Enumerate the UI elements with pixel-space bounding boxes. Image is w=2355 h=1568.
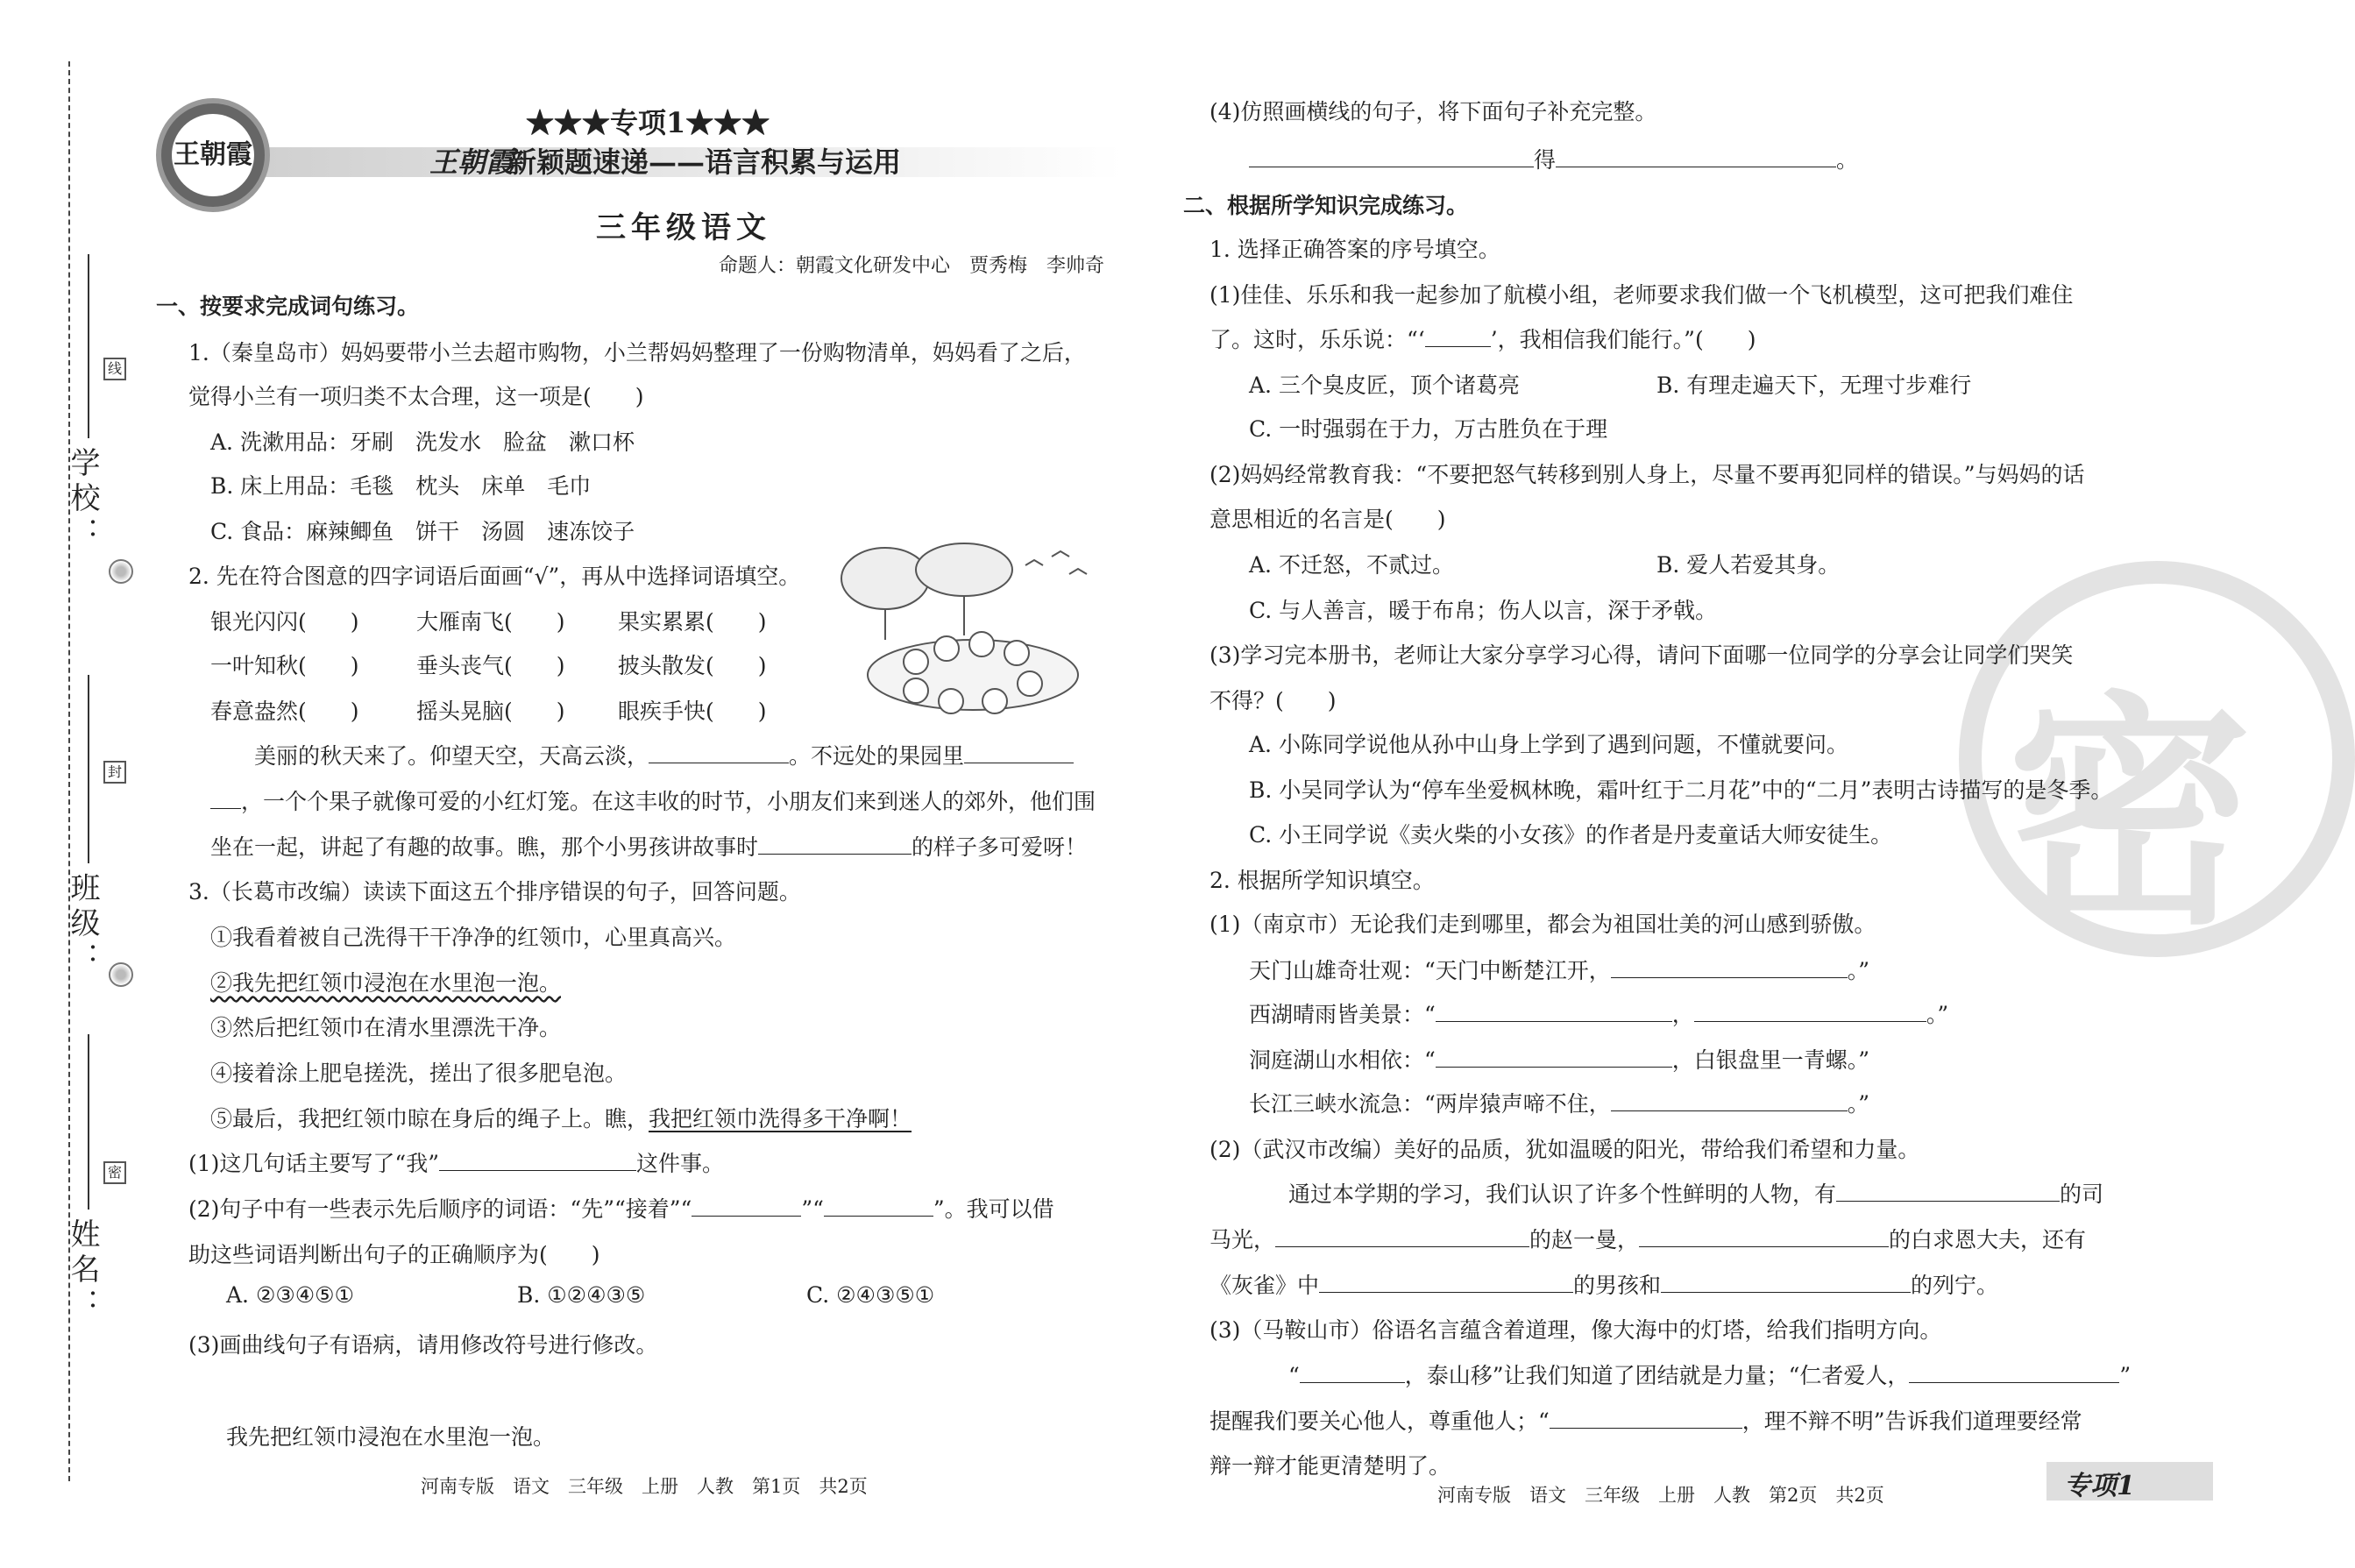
- illustration-autumn-picnic: [833, 543, 1104, 719]
- fill-blank[interactable]: [964, 743, 1074, 763]
- fill-blank[interactable]: [1436, 1002, 1672, 1022]
- word-choice: 垂头丧气( ): [416, 653, 565, 678]
- section-heading: 一、按要求完成词句练习。: [156, 294, 420, 319]
- subquestion-text: (1)这几句话主要写了“我”: [188, 1151, 439, 1176]
- sentence-2-wavy: ②我先把红领巾浸泡在水里泡一泡。: [210, 970, 562, 996]
- fill-blank[interactable]: [210, 789, 241, 809]
- word-choice: 一叶知秋( ): [210, 653, 359, 678]
- paragraph-text: 的男孩和: [1573, 1273, 1662, 1298]
- subquestion-1: [188, 1146, 724, 1178]
- word-choice: 银光闪闪( ): [210, 609, 359, 635]
- poem-text: ，白银盘里一青螺。”: [1671, 1047, 1870, 1073]
- paragraph-line: [1209, 1268, 1998, 1300]
- subquestion-text: ”。我可以借: [933, 1196, 1054, 1222]
- subquestion-text: ”“: [801, 1196, 824, 1222]
- option-b: B. 床上用品：毛毯 枕头 床单 毛巾: [210, 473, 592, 499]
- question-text: 意思相近的名言是( ): [1209, 507, 1446, 532]
- binding-hole-icon: [109, 559, 133, 584]
- option-a: A. 洗漱用品：牙刷 洗发水 脸盆 漱口杯: [210, 429, 635, 455]
- option-c: C. ②④③⑤①: [806, 1282, 935, 1308]
- option-a: A. 三个臭皮匠，顶个诸葛亮: [1249, 372, 1520, 398]
- question-text: 2. 根据所学知识填空。: [1209, 868, 1435, 893]
- paragraph-line: [210, 784, 1096, 816]
- fill-blank[interactable]: [1611, 958, 1848, 978]
- poem-text: 长江三峡水流急：“两岸猿声啼不住，: [1249, 1091, 1611, 1117]
- sentence-5: [210, 1102, 911, 1133]
- question-text: (2)妈妈经常教育我：“不要把怒气转移到别人身上，尽量不要再犯同样的错误。”与妈妈的话: [1209, 462, 2085, 487]
- fill-blank[interactable]: [1275, 1227, 1529, 1247]
- question-text: (1)（南京市）无论我们走到哪里，都会为祖国壮美的河山感到骄傲。: [1209, 912, 1876, 937]
- paragraph-text: 的赵一曼，: [1529, 1227, 1640, 1252]
- fill-blank[interactable]: [1550, 1408, 1742, 1429]
- fill-blank[interactable]: [1694, 1002, 1926, 1022]
- option-c: C. 食品：麻辣鲫鱼 饼干 汤圆 速冻饺子: [210, 519, 635, 544]
- sentence-5-underlined: 我把红领巾洗得多干净啊！: [649, 1106, 912, 1132]
- option-a: A. 小陈同学说他从孙中山身上学到了遇到问题，不懂就要问。: [1249, 732, 1848, 757]
- fill-blank[interactable]: [1909, 1363, 2119, 1383]
- banner-title: 新颖题速递——语言积累与运用: [508, 145, 902, 179]
- paragraph-text: 《灰雀》中: [1209, 1273, 1320, 1298]
- fill-blank[interactable]: [1319, 1273, 1573, 1293]
- paragraph-line: [1288, 1359, 2131, 1390]
- paragraph-text: ，泰山移”让我们知道了团结就是力量；“仁者爱人，: [1404, 1363, 1910, 1388]
- option-c: C. 与人善言，暖于布帛；伤人以言，深于矛戟。: [1249, 598, 1718, 623]
- paragraph-line: [1209, 1404, 2082, 1436]
- page-title: 三年级语文: [596, 210, 771, 245]
- question-text: [1209, 323, 1756, 354]
- footer-right: 河南专版 语文 三年级 上册 人教 第2页 共2页: [1437, 1485, 1884, 1506]
- question-text-part: ’，我相信我们能行。”( ): [1490, 327, 1756, 352]
- question-text: (3)学习完本册书，老师让大家分享学习心得，请问下面哪一位同学的分享会让同学们哭笑: [1209, 642, 2074, 668]
- paragraph-text: 的司: [2060, 1181, 2104, 1207]
- paragraph-line: [254, 739, 1074, 770]
- question-text-part: 了。这时，乐乐说：“‘: [1209, 327, 1425, 352]
- subquestion-2: [188, 1192, 1054, 1224]
- fill-blank[interactable]: [649, 743, 789, 763]
- paragraph-line: [210, 830, 1087, 862]
- paragraph-line: [1209, 1223, 2086, 1254]
- question-text: 3.（长葛市改编）读读下面这五个排序错误的句子，回答问题。: [188, 879, 801, 905]
- paragraph-text: 美丽的秋天来了。仰望天空，天高云淡，: [254, 743, 649, 769]
- option-b: B. 爱人若爱其身。: [1656, 552, 1841, 578]
- paragraph-text: 马光，: [1209, 1227, 1276, 1252]
- option-a: A. ②③④⑤①: [226, 1282, 355, 1308]
- class-field-line: [88, 675, 89, 863]
- fill-blank[interactable]: [1556, 147, 1836, 167]
- question-text: 2. 先在符合图意的四字词语后面画“√”，再从中选择词语填空。: [188, 564, 801, 589]
- paragraph-text: 的白求恩大夫，还有: [1889, 1227, 2087, 1252]
- poem-text: 。”: [1847, 958, 1870, 983]
- paragraph-text: 提醒我们要关心他人，尊重他人；“: [1209, 1408, 1550, 1434]
- fill-blank[interactable]: [1661, 1273, 1911, 1293]
- fill-blank[interactable]: [1611, 1091, 1848, 1111]
- name-label: 姓名：: [65, 1218, 100, 1323]
- school-label: 学校：: [65, 447, 100, 552]
- option-a: A. 不迁怒，不贰过。: [1249, 552, 1454, 578]
- question-text: (1)佳佳、乐乐和我一起参加了航模小组，老师要求我们做一个飞机模型，这可把我们难住: [1209, 282, 2074, 308]
- word-choice: 摇头晃脑( ): [416, 699, 565, 724]
- name-field-line: [88, 1034, 89, 1210]
- question-text: 不得？( ): [1209, 688, 1337, 713]
- option-c: C. 小王同学说《卖火柴的小女孩》的作者是丹麦童话大师安徒生。: [1249, 822, 1893, 848]
- paragraph-text: ，一个个果子就像可爱的小红灯笼。在这丰收的时节，小朋友们来到迷人的郊外，他们围: [241, 789, 1096, 814]
- word-choice: 春意盎然( ): [210, 699, 359, 724]
- topic-stars-label: ★★★专项1★★★: [526, 106, 770, 139]
- subquestion-3: (3)画曲线句子有语病，请用修改符号进行修改。: [188, 1332, 658, 1358]
- seal-mark-mi: 密: [103, 1161, 126, 1184]
- paragraph-line: [1288, 1177, 2103, 1209]
- fill-blank[interactable]: [692, 1196, 801, 1217]
- poem-line: [1249, 997, 1948, 1029]
- subquestion-text: 这件事。: [635, 1151, 724, 1176]
- question-text: (2)（武汉市改编）美好的品质，犹如温暖的阳光，带给我们希望和力量。: [1209, 1137, 1920, 1162]
- poem-text: 洞庭湖山水相依：“: [1249, 1047, 1436, 1073]
- poem-text: 。”: [1847, 1091, 1870, 1117]
- fill-blank[interactable]: [1836, 1181, 2060, 1202]
- class-label: 班级：: [65, 872, 100, 977]
- right-page: [1183, 0, 2215, 1568]
- paragraph-text: 的列宁。: [1911, 1273, 1999, 1298]
- section-heading: 二、根据所学知识完成练习。: [1183, 193, 1469, 218]
- seal-mark-xian: 线: [103, 358, 126, 380]
- word-choice: 披头散发( ): [618, 653, 767, 678]
- seal-mark-feng: 封: [103, 761, 126, 784]
- poem-text: 西湖晴雨皆美景：“: [1249, 1002, 1436, 1027]
- poem-text: 。”: [1926, 1002, 1949, 1027]
- binding-hole-icon: [109, 962, 133, 987]
- question-text: 1. 选择正确答案的序号填空。: [1209, 237, 1500, 262]
- corner-topic-label: 专项1: [2064, 1471, 2135, 1501]
- fill-blank[interactable]: [1300, 1363, 1405, 1383]
- banner-brand: 王朝霞: [429, 145, 514, 179]
- option-c: C. 一时强弱在于力，万古胜负在于理: [1249, 416, 1608, 442]
- fill-blank[interactable]: [1425, 327, 1491, 347]
- fill-line: [1249, 143, 1858, 174]
- fill-blank[interactable]: [1436, 1047, 1672, 1068]
- paragraph-text: 的样子多可爱呀！: [911, 834, 1088, 860]
- sentence-4: ④接着涂上肥皂搓洗，搓出了很多肥皂泡。: [210, 1061, 628, 1086]
- paragraph-text: ”: [2119, 1363, 2132, 1388]
- authors-line: 命题人：朝霞文化研发中心 贾秀梅 李帅奇: [719, 255, 1105, 277]
- subquestion-4: (4)仿照画横线的句子，将下面句子补充完整。: [1209, 99, 1657, 124]
- word-choice: 大雁南飞( ): [416, 609, 565, 635]
- option-b: B. ①②④③⑤: [517, 1282, 646, 1308]
- fill-blank[interactable]: [758, 834, 911, 855]
- fill-blank[interactable]: [824, 1196, 933, 1217]
- paragraph-text: 通过本学期的学习，我们认识了许多个性鲜明的人物，有: [1288, 1181, 1837, 1207]
- fill-blank[interactable]: [1639, 1227, 1889, 1247]
- paragraph-text: ，理不辩不明”告诉我们道理要经常: [1741, 1408, 2082, 1434]
- subquestion-text: (2)句子中有一些表示先后顺序的词语：“先”“接着”“: [188, 1196, 692, 1222]
- poem-text: 天门山雄奇壮观：“天门中断楚江开，: [1249, 958, 1611, 983]
- poem-text: ，: [1671, 1002, 1694, 1027]
- subquestion-text: 助这些词语判断出句子的正确顺序为( ): [188, 1242, 600, 1267]
- fill-blank[interactable]: [439, 1151, 636, 1171]
- sentence-3: ③然后把红领巾在清水里漂洗干净。: [210, 1015, 562, 1040]
- school-field-line: [88, 254, 89, 438]
- fill-blank[interactable]: [1249, 147, 1534, 167]
- sentence-1: ①我看着被自己洗得干干净净的红领巾，心里真高兴。: [210, 925, 737, 950]
- poem-line: [1249, 1043, 1869, 1075]
- question-text: 1.（秦皇岛市）妈妈要带小兰去超市购物，小兰帮妈妈整理了一份购物清单，妈妈看了之后，: [188, 340, 1086, 365]
- brand-logo-text: 王朝霞: [172, 114, 254, 196]
- fill-text: 。: [1836, 147, 1859, 173]
- fill-text: 得: [1534, 147, 1557, 173]
- footer-left: 河南专版 语文 三年级 上册 人教 第1页 共2页: [421, 1476, 868, 1497]
- word-choice: 果实累累( ): [618, 609, 767, 635]
- sentence-5-text: ⑤最后，我把红领巾晾在身后的绳子上。瞧，: [210, 1106, 649, 1132]
- word-choice: 眼疾手快( ): [618, 699, 767, 724]
- paragraph-line: 辩一辩才能更清楚明了。: [1209, 1453, 1451, 1479]
- sentence-to-correct: 我先把红领巾浸泡在水里泡一泡。: [226, 1424, 556, 1450]
- question-text: (3)（马鞍山市）俗语名言蕴含着道理，像大海中的灯塔，给我们指明方向。: [1209, 1317, 1942, 1343]
- poem-line: [1249, 1087, 1869, 1118]
- paragraph-text: 。不远处的果园里: [789, 743, 965, 769]
- option-b: B. 小吴同学认为“停车坐爱枫林晚，霜叶红于二月花”中的“二月”表明古诗描写的是冬季。: [1249, 777, 2113, 803]
- brand-logo: [156, 98, 270, 212]
- question-text: 觉得小兰有一项归类不太合理，这一项是( ): [188, 384, 644, 409]
- option-b: B. 有理走遍天下，无理寸步难行: [1656, 372, 1972, 398]
- paragraph-text: “: [1288, 1363, 1300, 1388]
- poem-line: [1249, 954, 1869, 985]
- paragraph-text: 坐在一起，讲起了有趣的故事。瞧，那个小男孩讲故事时: [210, 834, 759, 860]
- secret-watermark-text: 密: [2007, 670, 2252, 958]
